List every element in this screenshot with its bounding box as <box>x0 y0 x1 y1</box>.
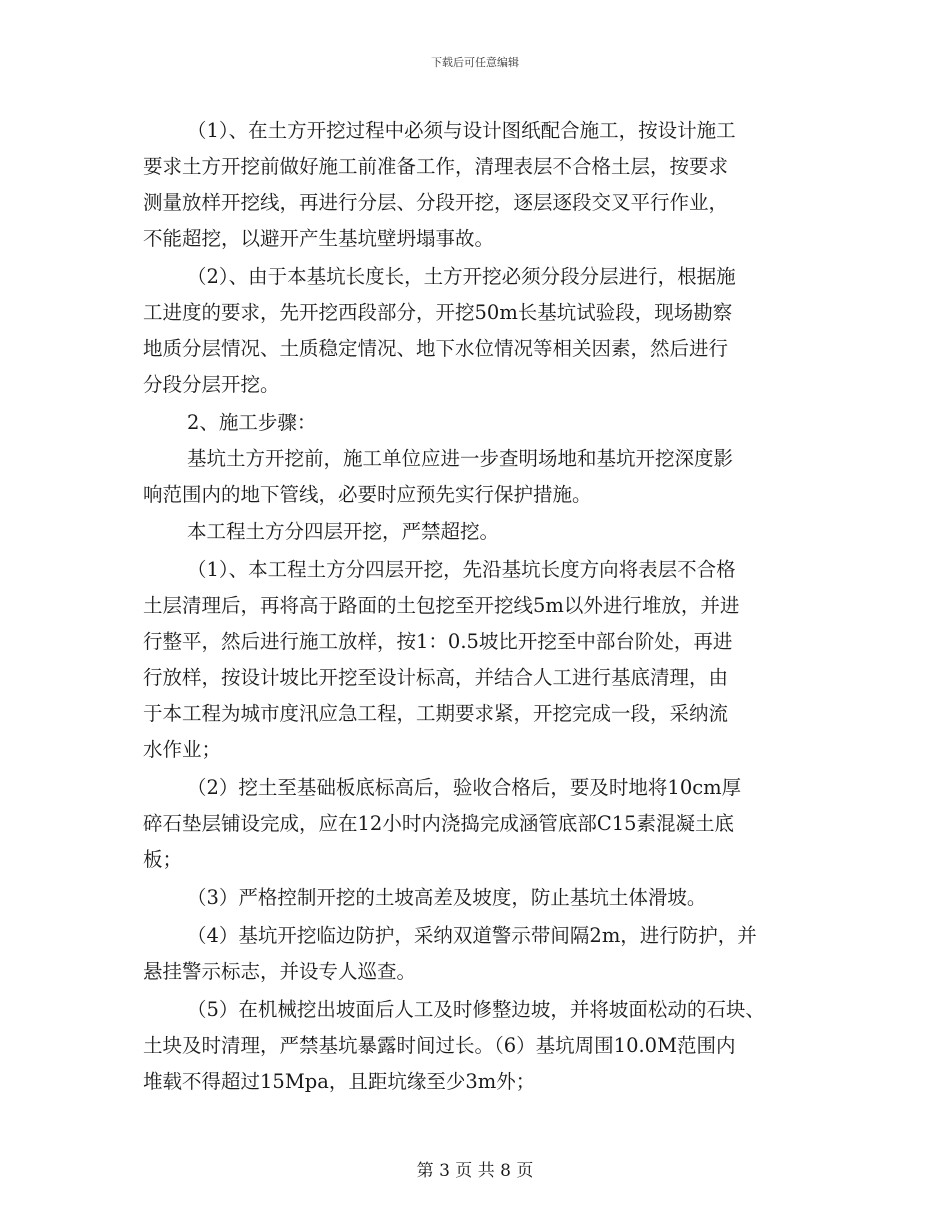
body-line: （2）、由于本基坑长度长，土方开挖必须分段分层进行，根据施 <box>187 265 736 288</box>
body-line: 工进度的要求，先开挖西段部分，开挖50m长基坑试验段，现场勘察 <box>143 301 733 324</box>
body-line: （4）基坑开挖临边防护，采纳双道警示带间隔2m，进行防护，并 <box>187 924 757 947</box>
body-line: 堆载不得超过15Mpa，且距坑缘至少3m外； <box>143 1070 536 1093</box>
body-line: 土层清理后，再将高于路面的土包挖至开挖线5m以外进行堆放，并进 <box>143 594 740 617</box>
body-line: 基坑土方开挖前，施工单位应进一步查明场地和基坑开挖深度影 <box>187 447 734 470</box>
body-line: 水作业； <box>143 738 222 761</box>
page-number-footer: 第 3 页 共 8 页 <box>416 1161 534 1181</box>
body-line: （1）、本工程土方分四层开挖，先沿基坑长度方向将表层不合格 <box>187 558 736 581</box>
body-line: 于本工程为城市度汛应急工程，工期要求紧，开挖完成一段，采纳流 <box>143 702 729 725</box>
body-line: 土块及时清理，严禁基坑暴露时间过长。（6）基坑周围10.0M范围内 <box>143 1034 736 1057</box>
body-line: 板； <box>143 848 183 871</box>
body-line: （2）挖土至基础板底标高后，验收合格后，要及时地将10cm厚 <box>187 776 742 799</box>
body-line: 响范围内的地下管线，必要时应预先实行保护措施。 <box>143 483 592 506</box>
body-line: 不能超挖，以避开产生基坑壁坍塌事故。 <box>143 227 495 250</box>
body-line: （5）在机械挖出坡面后人工及时修整边坡，并将坡面松动的石块、 <box>187 998 765 1021</box>
body-line: （1）、在土方开挖过程中必须与设计图纸配合施工，按设计施工 <box>187 119 736 142</box>
body-line: 碎石垫层铺设完成，应在12小时内浇捣完成涵管底部C15素混凝土底 <box>143 812 735 835</box>
page-header-note: 下载后可任意编辑 <box>431 56 519 69</box>
body-line: 地质分层情况、土质稳定情况、地下水位情况等相关因素，然后进行 <box>143 337 729 360</box>
body-line: 行放样，按设计坡比开挖至设计标高，并结合人工进行基底清理，由 <box>143 666 729 689</box>
body-line: 悬挂警示标志，并设专人巡查。 <box>143 960 417 983</box>
body-line: 要求土方开挖前做好施工前准备工作，清理表层不合格土层，按要求 <box>143 155 729 178</box>
body-line: 分段分层开挖。 <box>143 373 280 396</box>
body-line: 本工程土方分四层开挖，严禁超挖。 <box>187 520 500 543</box>
body-line: （3）严格控制开挖的土坡高差及坡度，防止基坑土体滑坡。 <box>187 886 707 909</box>
body-line: 行整平，然后进行施工放样，按1：0.5坡比开挖至中部台阶处，再进 <box>143 630 733 653</box>
body-line: 2、施工步骤： <box>187 411 317 434</box>
body-line: 测量放样开挖线，再进行分层、分段开挖，逐层逐段交叉平行作业， <box>143 191 729 214</box>
